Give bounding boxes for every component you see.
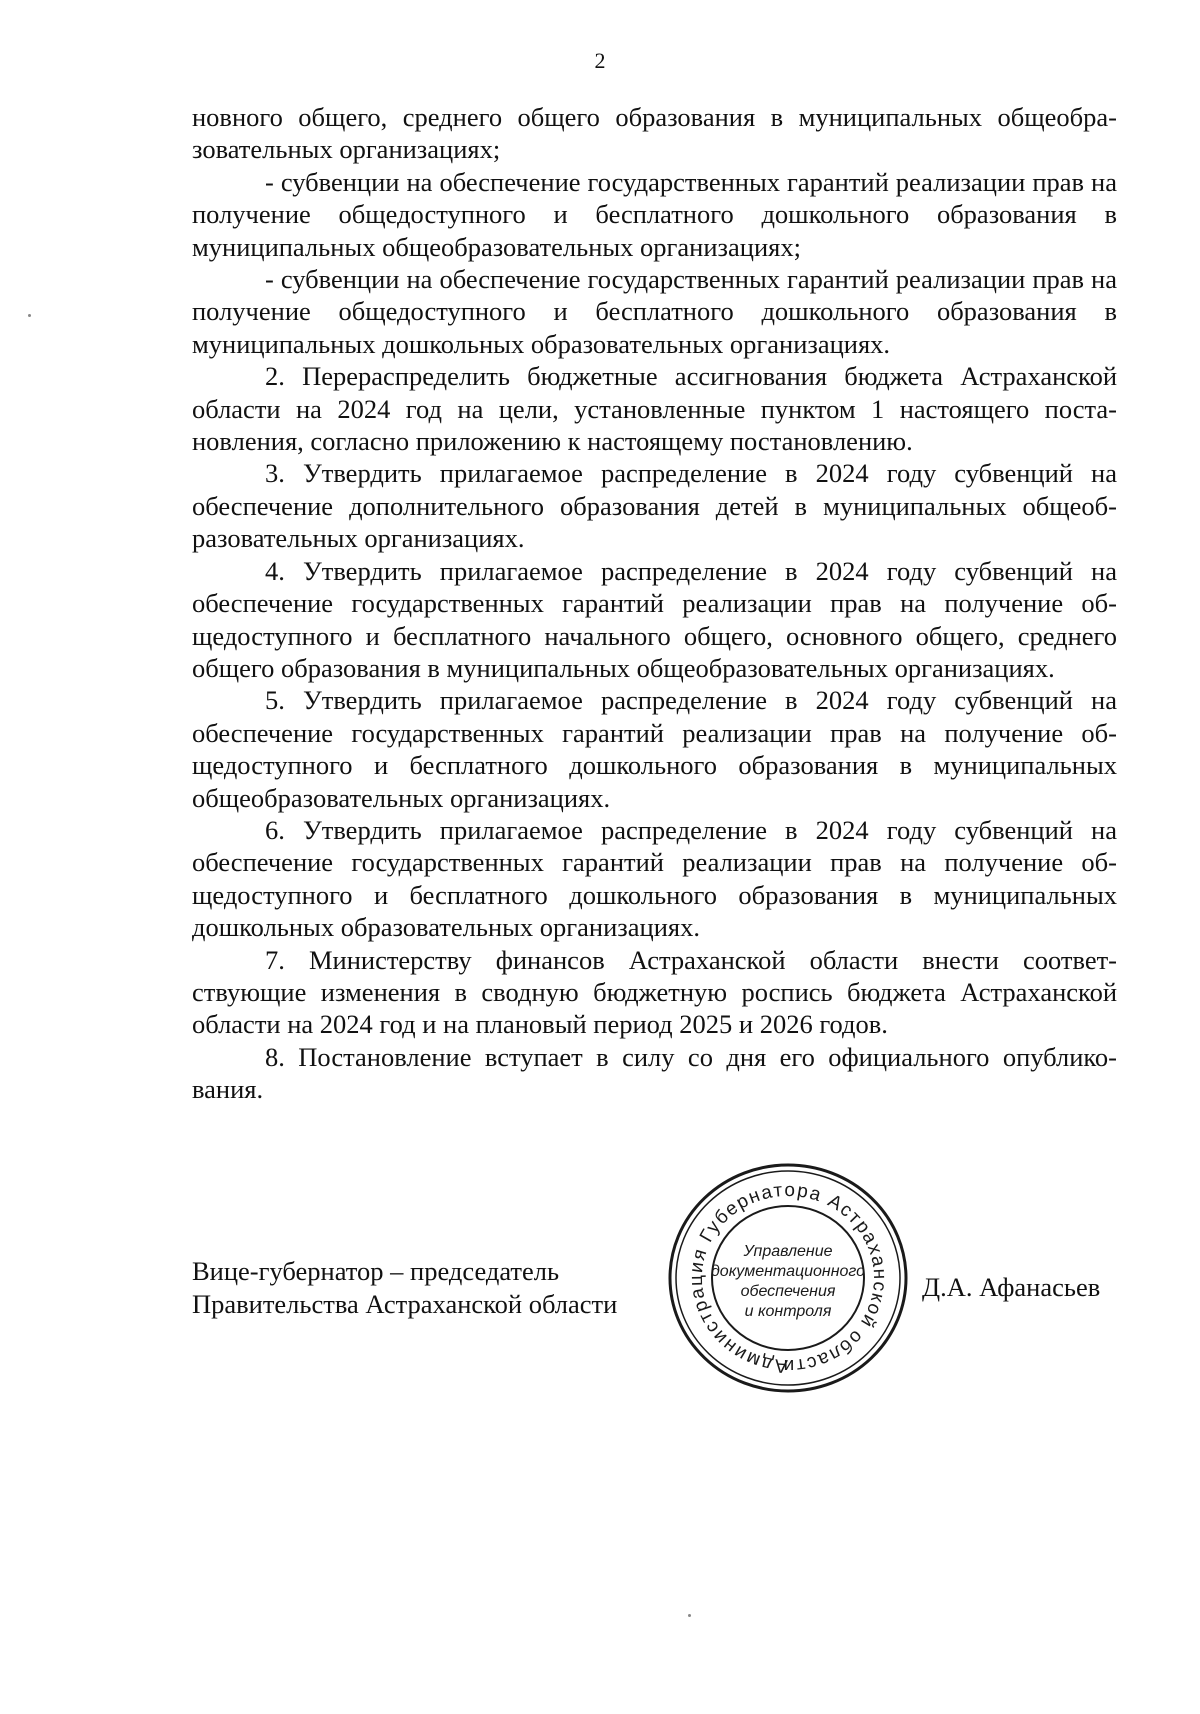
- stamp-center-line: и контроля: [744, 1303, 832, 1320]
- signatory-title-line: Правительства Астраханской области: [192, 1289, 618, 1319]
- scan-speck: [28, 314, 31, 317]
- signatory-name: Д.А. Афанасьев: [922, 1272, 1101, 1302]
- paragraph: 4. Утвердить прилагаемое распределение в 2024 году субвенций на обеспечение государственных гарантий реализации прав на получение общедоступного и бесплатного начального общего, основного общего, среднего общего образования в муниципальных общеобразовательных организациях.: [192, 555, 1117, 683]
- paragraph: 5. Утвердить прилагаемое распределение в 2024 году субвенций на обеспечение государственных гарантий реализации прав на получение общедоступного и бесплатного дошкольного образования в муниципальных общеобразовательных организациях.: [192, 685, 1117, 813]
- scan-speck: [688, 1614, 691, 1617]
- stamp-ring-text: Администрация Губернатора Астраханской области: [685, 1179, 891, 1377]
- stamp-center-line: документационного: [710, 1263, 866, 1280]
- paragraph: 8. Постановление вступает в силу со дня его официального опубликования.: [192, 1041, 1117, 1105]
- stamp-center-line: обеспечения: [740, 1283, 836, 1300]
- page-number: 2: [594, 48, 606, 73]
- paragraph: 6. Утвердить прилагаемое распределение в 2024 году субвенций на обеспечение государственных гарантий реализации прав на получение общедоступного и бесплатного дошкольного образования в муниципальных дошкольных образовательных организациях.: [192, 814, 1117, 943]
- official-stamp: [665, 1160, 911, 1396]
- document-body: [192, 101, 1117, 1106]
- paragraph: - субвенции на обеспечение государственных гарантий реализации прав на получение общедоступного и бесплатного дошкольного образования в муниципальных общеобразовательных организациях;: [192, 166, 1117, 262]
- stamp-center-line: Управление: [743, 1243, 833, 1260]
- signatory-title-line: Вице-губернатор – председатель: [192, 1256, 560, 1286]
- paragraph: новного общего, среднего общего образования в муниципальных общеобразовательных организациях;: [192, 102, 1117, 165]
- paragraph: - субвенции на обеспечение государственных гарантий реализации прав на получение общедоступного и бесплатного дошкольного образования в муниципальных дошкольных образовательных организациях.: [192, 264, 1117, 359]
- paragraph: 2. Перераспределить бюджетные ассигнования бюджета Астраханской области на 2024 год на цели, установленные пунктом 1 настоящего постановления, согласно приложению к настоящему постановлению.: [192, 361, 1117, 457]
- paragraph: 7. Министерству финансов Астраханской области внести соответствующие изменения в сводную бюджетную роспись бюджета Астраханской области на 2024 год и на плановый период 2025 и 2026 годов.: [192, 944, 1117, 1040]
- paragraph: 3. Утвердить прилагаемое распределение в 2024 году субвенций на обеспечение дополнительного образования детей в муниципальных общеобразовательных организациях.: [192, 458, 1117, 554]
- signatory-title: [192, 1255, 617, 1321]
